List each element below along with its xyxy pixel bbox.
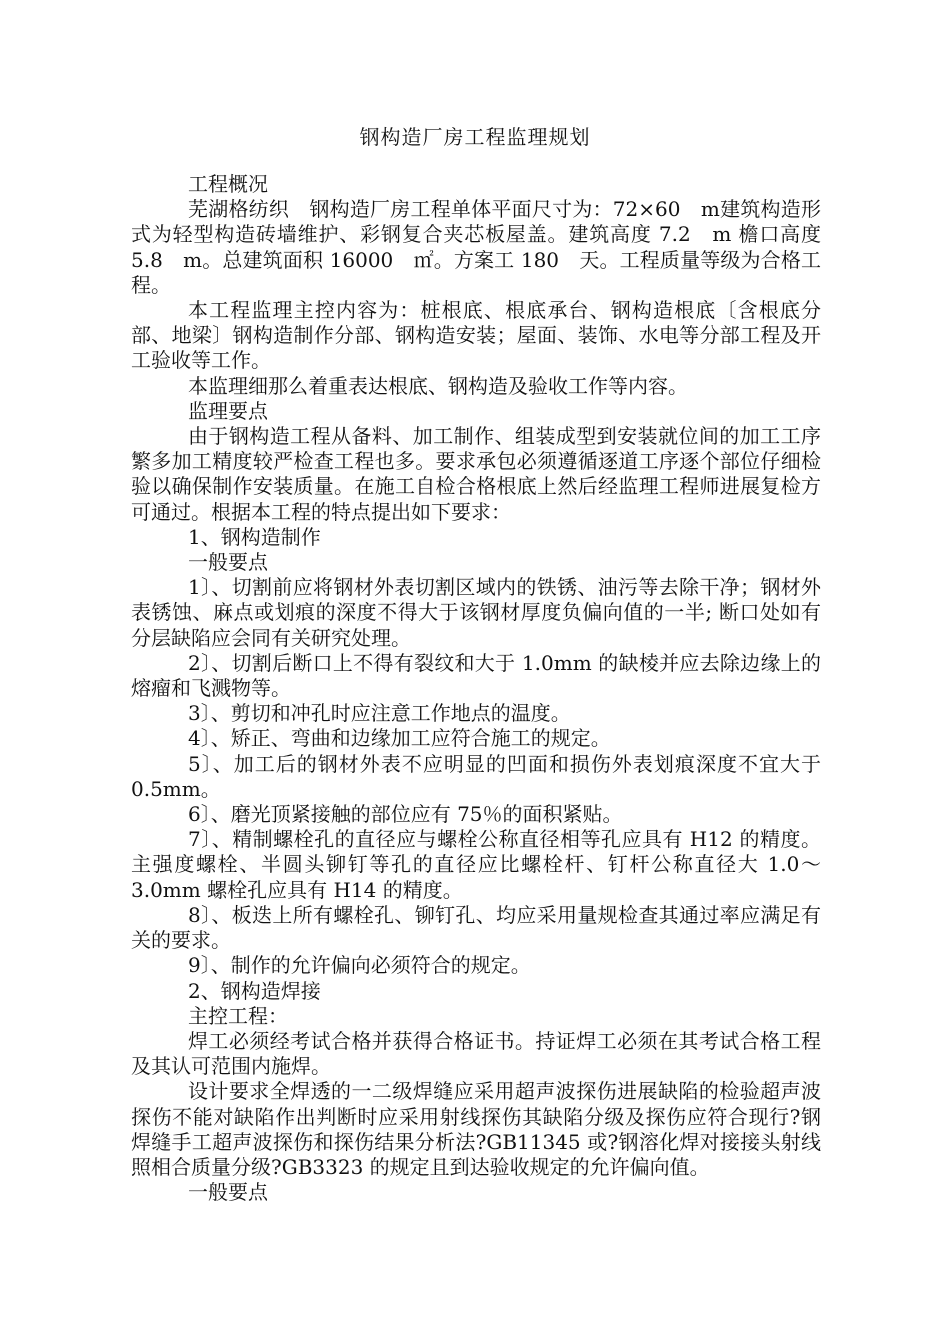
subheading-general-points: 一般要点 bbox=[188, 1180, 268, 1205]
section-heading-key-points: 监理要点 bbox=[188, 398, 268, 423]
paragraph-supervision-scope: 本工程监理主控内容为：桩根底、根底承台、钢构造根底〔含根底分部、地梁〕钢构造制作分部、钢构造安装；屋面、装饰、水电等分部工程及开工验收等工作。 bbox=[131, 298, 821, 373]
list-item: 9〕、制作的允许偏向必须符合的规定。 bbox=[188, 953, 531, 978]
subheading-general-points: 一般要点 bbox=[188, 550, 268, 575]
document-title: 钢构造厂房工程监理规划 bbox=[359, 125, 591, 149]
list-item: 8〕、板迭上所有螺栓孔、铆钉孔、均应采用量规检查其通过率应满足有关的要求。 bbox=[131, 902, 821, 953]
list-item: 1〕、切割前应将钢材外表切割区域内的铁锈、油污等去除干净；钢材外表锈蚀、麻点或划痕的深度不得大于该钢材厚度负偏向值的一半; 断口处如有分层缺陷应会同有关研究处理。 bbox=[131, 575, 821, 650]
paragraph-welder-qualification: 焊工必须经考试合格并获得合格证书。持证焊工必须在其考试合格工程及其认可范围内施焊。 bbox=[131, 1028, 821, 1079]
list-item: 3〕、剪切和冲孔时应注意工作地点的温度。 bbox=[188, 701, 571, 726]
list-item: 7〕、精制螺栓孔的直径应与螺栓公称直径相等孔应具有 H12 的精度。主强度螺栓、半圆头铆钉等孔的直径应比螺栓杆、钉杆公称直径大 1.0～3.0mm 螺栓孔应具有 H14 的精度。 bbox=[131, 827, 821, 902]
section-heading-welding: 2、钢构造焊接 bbox=[188, 978, 321, 1003]
paragraph-emphasis: 本监理细那么着重表达根底、钢构造及验收工作等内容。 bbox=[188, 373, 688, 398]
document-body bbox=[131, 172, 821, 1205]
paragraph-ultrasonic-inspection: 设计要求全焊透的一二级焊缝应采用超声波探伤进展缺陷的检验超声波探伤不能对缺陷作出判断时应采用射线探伤其缺陷分级及探伤应符合现行?钢焊缝手工超声波探伤和探伤结果分析法?GB11345 或?钢溶化焊对接接头射线照相合质量分级?GB3323 的规定且到达验收规定的允许偏向值。 bbox=[131, 1079, 821, 1179]
section-heading-fabrication: 1、钢构造制作 bbox=[188, 524, 321, 549]
list-item: 6〕、磨光顶紧接触的部位应有 75％的面积紧贴。 bbox=[188, 802, 623, 827]
list-item: 4〕、矫正、弯曲和边缘加工应符合施工的规定。 bbox=[188, 726, 611, 751]
list-item: 2〕、切割后断口上不得有裂纹和大于 1.0mm 的缺棱并应去除边缘上的熔瘤和飞溅物等。 bbox=[131, 650, 821, 701]
section-heading-overview: 工程概况 bbox=[188, 172, 268, 196]
list-item: 5〕、加工后的钢材外表不应明显的凹面和损伤外表划痕深度不宜大于 0.5mm。 bbox=[131, 751, 821, 801]
subheading-main-control: 主控工程： bbox=[188, 1003, 288, 1028]
paragraph-requirements-intro: 由于钢构造工程从备料、加工制作、组装成型到安装就位间的加工工序繁多加工精度较严检查工程也多。要求承包必须遵循逐道工序逐个部位仔细检验以确保制作安装质量。在施工自检合格根底上然后经监理工程师进展复检方可通过。根据本工程的特点提出如下要求： bbox=[131, 424, 821, 524]
paragraph-project-summary: 芜湖格纺织 钢构造厂房工程单体平面尺寸为：72×60 m建筑构造形式为轻型构造砖墙维护、彩钢复合夹芯板屋盖。建筑高度 7.2 m 檐口高度 5.8 m。总建筑面积 16000 ㎡。方案工 180 天。工程质量等级为合格工程。 bbox=[131, 197, 821, 297]
